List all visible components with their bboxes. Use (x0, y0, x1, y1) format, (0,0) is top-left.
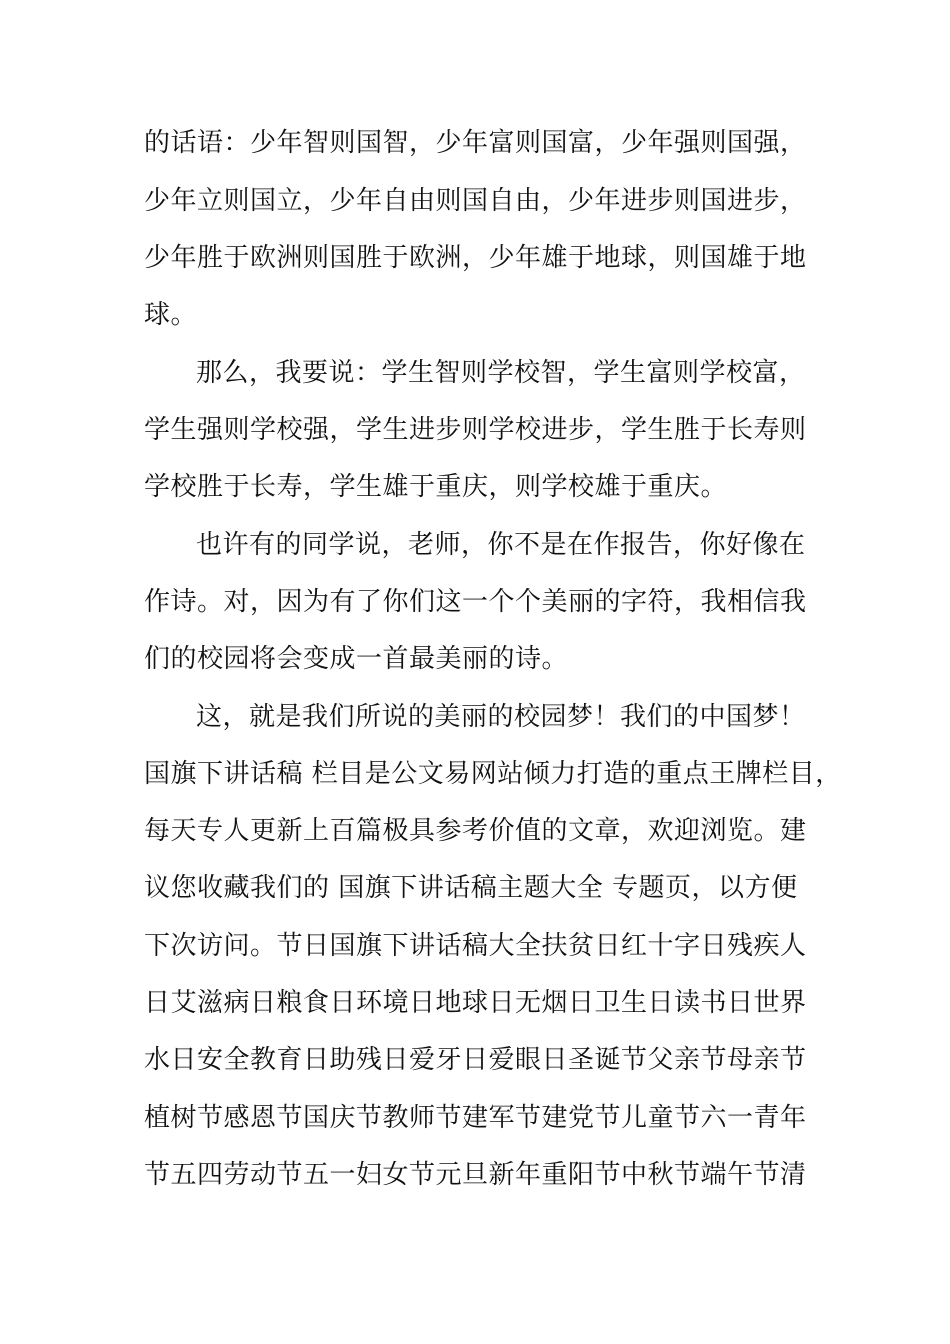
text-line: 节五四劳动节五一妇女节元旦新年重阳节中秋节端午节清 (144, 1160, 807, 1190)
text-line: 下次访问。节日国旗下讲话稿大全扶贫日红十字日残疾人 (144, 931, 807, 961)
text-line: 们的校园将会变成一首最美丽的诗。 (144, 644, 569, 674)
text-line: 植树节感恩节国庆节教师节建军节建党节儿童节六一青年 (144, 1103, 807, 1133)
text-line: 水日安全教育日助残日爱牙日爱眼日圣诞节父亲节母亲节 (144, 1045, 807, 1075)
paragraph-first-line: 这，就是我们所说的美丽的校园梦！我们的中国梦！ (196, 702, 806, 732)
text-line: 的话语：少年智则国智，少年富则国富，少年强则国强， (144, 128, 807, 158)
text-line: 学校胜于长寿，学生雄于重庆，则学校雄于重庆。 (144, 472, 728, 502)
text-line: 学生强则学校强，学生进步则学校进步，学生胜于长寿则 (144, 415, 807, 445)
paragraph-first-line: 也许有的同学说，老师，你不是在作报告，你好像在 (196, 530, 806, 560)
text-line: 作诗。对，因为有了你们这一个个美丽的字符，我相信我 (144, 587, 807, 617)
text-line: 每天专人更新上百篇极具参考价值的文章，欢迎浏览。建 (144, 816, 807, 846)
text-line: 少年立则国立，少年自由则国自由，少年进步则国进步， (144, 186, 807, 216)
text-line: 少年胜于欧洲则国胜于欧洲，少年雄于地球，则国雄于地 (144, 243, 807, 273)
text-line: 球。 (144, 300, 198, 330)
paragraph-first-line: 那么，我要说：学生智则学校智，学生富则学校富， (196, 358, 806, 388)
text-line: 议您收藏我们的 国旗下讲话稿主题大全 专题页，以方便 (144, 873, 798, 903)
text-line: 日艾滋病日粮食日环境日地球日无烟日卫生日读书日世界 (144, 988, 807, 1018)
text-line: 国旗下讲话稿 栏目是公文易网站倾力打造的重点王牌栏目， (144, 759, 842, 789)
